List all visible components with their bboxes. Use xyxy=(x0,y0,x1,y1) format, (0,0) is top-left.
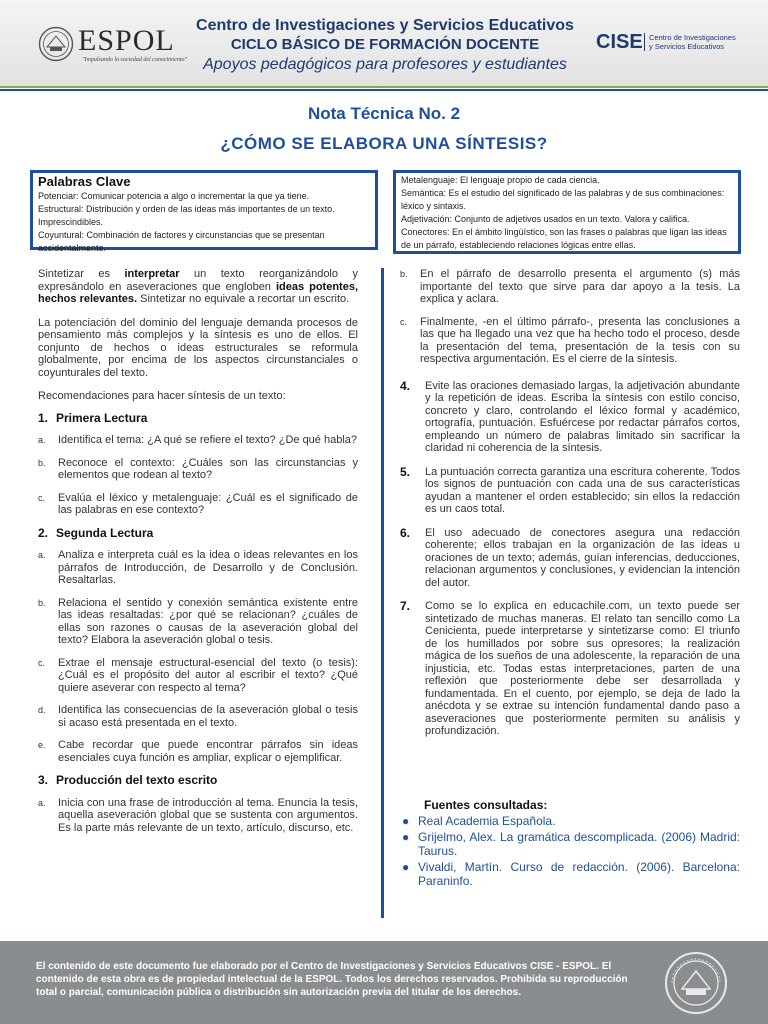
list-item xyxy=(38,492,358,517)
list-item-text: En el párrafo de desarrollo presenta el argumento (s) más importante del texto que sirve para dar apoyo a la tesis. La explica y aclara. xyxy=(420,268,740,305)
list-item-text: Cabe recordar que puede encontrar párrafos sin ideas esenciales cuya función es ampliar, explicar o ejemplificar. xyxy=(58,739,358,764)
espol-logo xyxy=(38,24,188,68)
keywords-box-right xyxy=(393,170,741,254)
keyword-term: Semántica xyxy=(401,188,444,198)
bullet-icon: ● xyxy=(402,830,410,844)
nota-tecnica-title: Nota Técnica No. 2 xyxy=(307,104,461,123)
list-item-text: Identifica el tema: ¿A qué se refiere el texto? ¿De qué habla? xyxy=(58,434,358,446)
paragraph-recomendaciones: Recomendaciones para hacer síntesis de un texto: xyxy=(38,390,286,402)
copyright-notice: El contenido de este documento fue elaborado por el Centro de Investigaciones y Servicios Educativos CISE - ESPOL. El contenido de esta obra es de propiedad intelectual de la ESPOL. Todos los derechos reservados. Prohibida su reproducción total o parcial, comunicación pública o distribución sin autorización previa del titular de los derechos. xyxy=(36,961,628,998)
intro-paragraph xyxy=(38,268,358,306)
section-heading-1 xyxy=(38,412,358,425)
list-marker: a. xyxy=(38,797,46,808)
item-number: 7. xyxy=(400,599,411,613)
header-line-1: Centro de Investigaciones y Servicios Educativos xyxy=(196,17,574,34)
list-item xyxy=(400,268,740,306)
header-rule-green xyxy=(0,86,768,88)
keyword-definition: : Combinación de factores y circunstancias que se presentan accidentalmente. xyxy=(38,230,325,253)
keyword-entry xyxy=(401,226,733,252)
list-item-text: Inicia con una frase de introducción al tema. Enuncia la tesis, aquella aseveración global que se sustenta con argumentos. Es la parte más relevante de un texto, artículo, discurso, etc. xyxy=(58,796,358,834)
list-item-text: Evalúa el léxico y metalenguaje: ¿Cuál es el significado de las palabras en ese contexto? xyxy=(58,491,358,516)
intro-text: un texto reorganizándolo y expresándolo en aseveraciones que engloben xyxy=(38,268,358,293)
list-item xyxy=(38,797,358,835)
numbered-item xyxy=(400,466,740,516)
keyword-definition: : Es el estudio del significado de las palabras y de sus combinaciones: léxico y sintaxis. xyxy=(401,188,725,211)
section-title: Segunda Lectura xyxy=(56,525,154,540)
list-marker: c. xyxy=(38,492,46,503)
keyword-entry xyxy=(401,174,733,187)
header-line-2: CICLO BÁSICO DE FORMACIÓN DOCENTE xyxy=(230,36,540,53)
keyword-term: Estructural xyxy=(38,204,82,214)
header-line-3: Apoyos pedagógicos para profesores y estudiantes xyxy=(203,56,567,73)
list-marker: c. xyxy=(400,316,408,327)
intro-text: Sintetizar es xyxy=(38,268,125,280)
list-marker: d. xyxy=(38,705,46,715)
keyword-definition: : Conjunto de adjetivos usados en un texto. Valora y califica. xyxy=(449,214,690,224)
espol-tagline: "Impulsando la sociedad del conocimiento" xyxy=(82,57,188,63)
cise-logo-subtitle xyxy=(649,33,736,51)
list-item xyxy=(38,704,358,729)
keyword-entry xyxy=(401,213,733,226)
source-text: Grijelmo, Alex. La gramática descomplicada. (2006) Madrid: Taurus. xyxy=(418,830,740,858)
section-number: 3. xyxy=(38,773,49,787)
keywords-box-left xyxy=(30,170,378,253)
keyword-term: Conectores xyxy=(401,227,448,237)
list-marker: e. xyxy=(38,740,46,750)
list-marker: b. xyxy=(38,597,46,608)
keyword-entry xyxy=(38,203,370,229)
header-titles xyxy=(195,16,575,76)
list-item xyxy=(38,739,358,764)
keyword-term: Metalenguaje xyxy=(401,175,456,185)
section-title: Primera Lectura xyxy=(56,410,148,425)
keyword-definition: : Distribución y orden de las ideas más importantes de un texto. Imprescindibles. xyxy=(38,204,335,227)
numbered-item-text: La puntuación correcta garantiza una escritura coherente. Todos los signos de puntuación con cada una de sus características ayudan a mantener el orden establecido; sin ellos la redacción es un caos total. xyxy=(425,465,740,515)
numbered-item-text: Como se lo explica en educachile.com, un texto puede ser sintetizado de muchas maneras. El relato tan sencillo como La Cenicienta, puede interpretarse y sintetizarse como: El triunfo de los humillados por sobre sus opresores; la realización mágica de los sueños de una adolescente, la reparación de una injusticia, etc. Todas estas interpretaciones, parten de una reflexión que posteriormente debe ser desarrollada y fundamentada. En el cuento, por ejemplo, se deja de lado la anécdota y se extrae su intención fundamental dando paso a aseveraciones que posteriormente permiten su análisis y profundización. xyxy=(425,600,740,737)
item-number: 5. xyxy=(400,464,411,479)
list-marker: b. xyxy=(38,457,46,468)
numbered-item-text: El uso adecuado de conectores asegura una redacción coherente; ellos trabajan en la organización de las ideas u oraciones de un texto; además, guían inferencias, deducciones, relacionan argumentos y conclusiones, y evidencian la intención del autor. xyxy=(425,526,740,589)
source-item xyxy=(400,830,740,858)
section-title: Producción del texto escrito xyxy=(56,773,218,787)
section-number: 2. xyxy=(38,525,49,540)
keyword-entry xyxy=(401,187,733,213)
intro-bold-ideas: ideas potentes, hechos relevantes. xyxy=(38,280,358,305)
section-heading-2 xyxy=(38,527,358,540)
cise-logo-divider xyxy=(644,33,645,51)
numbered-item xyxy=(400,600,740,738)
keyword-term: Coyuntural xyxy=(38,230,82,240)
source-text: Real Academia Española. xyxy=(418,814,556,828)
list-item-text: Reconoce el contexto: ¿Cuáles son las circunstancias y elementos que rodean al texto? xyxy=(58,456,358,481)
list-item-text: Relaciona el sentido y conexión semántica existente entre las ideas resaltadas: ¿por qué se relacionan? ¿cuáles de ellas son razones o causas de la aseveración global del texto? Elabora la aseveración global o tesis. xyxy=(58,596,358,646)
bullet-icon: ● xyxy=(402,814,410,828)
right-column xyxy=(400,268,740,749)
column-divider xyxy=(381,268,384,918)
bullet-icon: ● xyxy=(402,860,410,874)
list-item xyxy=(38,457,358,482)
keyword-term: Adjetivación xyxy=(401,214,450,224)
espol-logo-text: ESPOL xyxy=(78,24,175,57)
list-marker: a. xyxy=(38,550,46,560)
left-column xyxy=(38,268,358,844)
list-item xyxy=(38,657,358,695)
list-item xyxy=(400,316,740,366)
source-item xyxy=(400,860,740,888)
paragraph-potenciacion: La potenciación del dominio del lenguaje demanda procesos de pensamiento más complejos y la síntesis es uno de ellos. El conjunto de hechos o ideas estructurales se reformula globalmente, por encima de los aspectos circunstanciales o coyunturales del texto. xyxy=(38,316,358,379)
keyword-term: Potenciar xyxy=(38,191,77,201)
keywords-heading: Palabras Clave xyxy=(38,174,131,189)
keyword-entry xyxy=(38,190,370,203)
list-item-text: Identifica las consecuencias de la aseveración global o tesis si acaso está presentada en el texto. xyxy=(58,704,358,729)
cise-logo-text: CISE xyxy=(596,31,643,53)
keyword-definition: : En el ámbito lingüístico, son las frases o palabras que ligan las ideas de un párrafo, estableciendo relaciones lógicas entre ellas. xyxy=(401,227,727,250)
header-rule-blue xyxy=(0,89,768,91)
numbered-item xyxy=(400,527,740,590)
page-footer xyxy=(0,941,768,1024)
source-text: Vivaldi, Martín. Curso de redacción. (2006). Barcelona: Paraninfo. xyxy=(418,860,740,888)
list-item xyxy=(38,597,358,647)
document-title: ¿CÓMO SE ELABORA UNA SÍNTESIS? xyxy=(220,134,548,153)
section-number: 1. xyxy=(38,410,49,425)
list-item xyxy=(38,434,358,447)
intro-bold-interpretar: interpretar xyxy=(124,268,180,280)
numbered-item xyxy=(400,380,740,455)
sources-section xyxy=(400,798,740,890)
sources-title: Fuentes consultadas: xyxy=(424,798,548,812)
item-number: 6. xyxy=(400,525,411,540)
keyword-definition: : Comunicar potencia a algo o incrementar la que ya tiene. xyxy=(76,191,310,201)
item-number: 4. xyxy=(400,378,411,393)
section-heading-3 xyxy=(38,774,358,787)
espol-seal-icon xyxy=(664,951,728,1015)
page-header xyxy=(0,0,768,88)
list-item-text: Finalmente, -en el último párrafo-, presenta las conclusiones a las que ha llegado una vez que ha hecho todo el proceso, desde la presentación del tema, presentación de la tesis con su respectiva argumentación. Es el cierre de la síntesis. xyxy=(420,315,740,365)
espol-seal-icon xyxy=(38,26,74,62)
keyword-definition: : El lenguaje propio de cada ciencia. xyxy=(455,175,600,185)
source-item xyxy=(400,814,740,828)
cise-sub-line-2: y Servicios Educativos xyxy=(649,42,725,51)
list-marker: c. xyxy=(38,657,46,668)
list-marker: b. xyxy=(400,269,408,279)
list-item xyxy=(38,549,358,587)
numbered-item-text: Evite las oraciones demasiado largas, la adjetivación abundante y la repetición de ideas. Escriba la síntesis con estilo conciso, concreto y claro, controlando el léxico formal y académico, ortografía, puntuación. Esfuércese por redactar párrafos cortos, empleando un número de palabras limitado sin sacrificar la claridad ni coherencia de la síntesis. xyxy=(425,379,740,454)
list-item-text: Analiza e interpreta cuál es la idea o ideas relevantes en los párrafos de Introducción, de Desarrollo y de Conclusión. Resaltarlas. xyxy=(58,549,358,586)
list-item-text: Extrae el mensaje estructural-esencial del texto (o tesis): ¿Cuál es el propósito del autor al escribir el texto? ¿Qué quiere aseverar con respecto al tema? xyxy=(58,656,358,694)
list-marker: a. xyxy=(38,435,46,445)
cise-sub-line-1: Centro de Investigaciones xyxy=(649,33,736,42)
header-rule xyxy=(0,86,768,91)
keyword-entry xyxy=(38,229,370,255)
intro-text: Sintetizar no equivale a recortar un escrito. xyxy=(137,293,350,305)
cise-logo xyxy=(596,30,746,54)
